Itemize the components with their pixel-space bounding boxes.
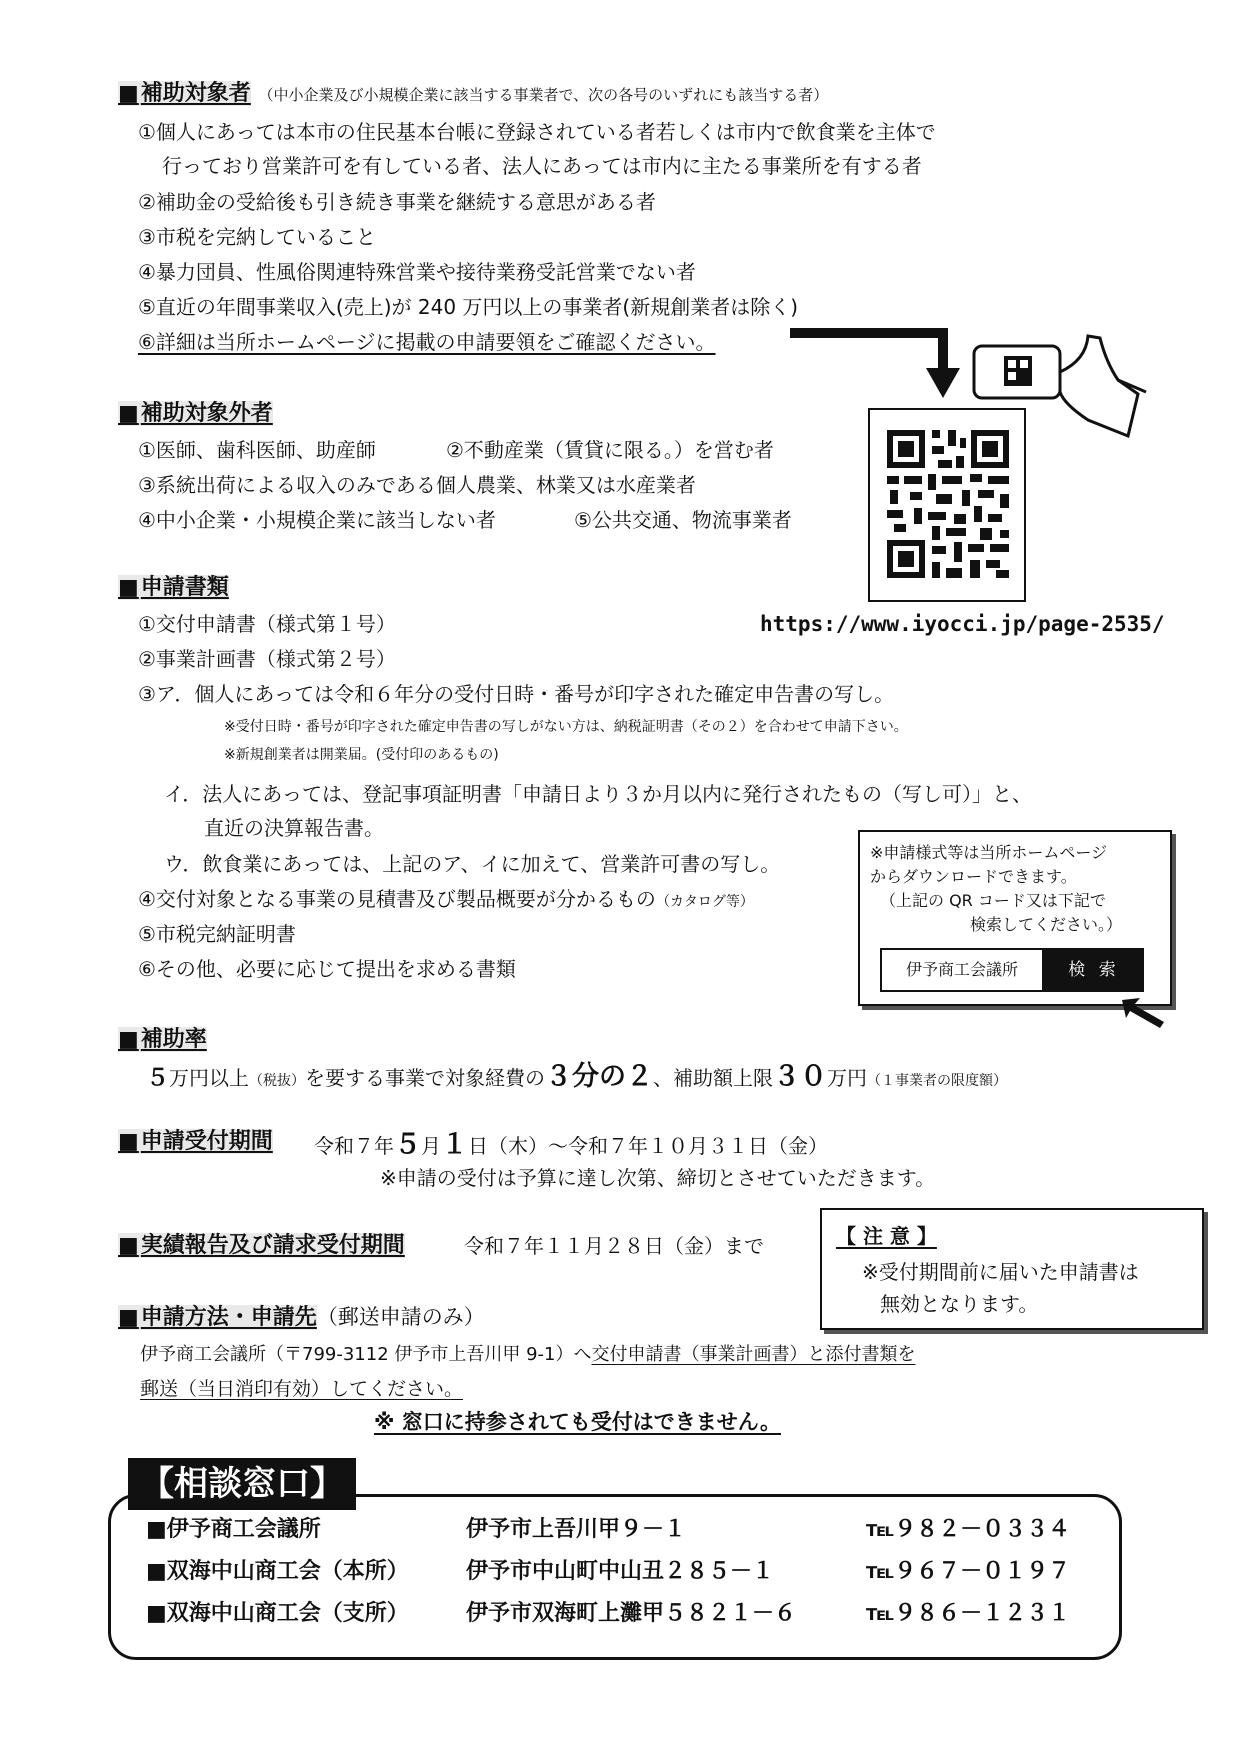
consult-row-address: 伊予市上吾川甲９－１ [466,1517,687,1542]
document-item-4-note: （カタログ等） [655,894,754,910]
document-item-2: ②事業計画書（様式第２号） [138,647,396,671]
heading-marker: ■ [118,1305,139,1330]
target-item-3: ③市税を完納していること [138,225,376,249]
section-heading-target [118,76,828,107]
heading-text: 申請受付期間 [140,1129,273,1154]
download-line-2: からダウンロードできます。 [870,867,1077,886]
heading-note: （中小企業及び小規模企業に該当する事業者で、次の各号のいずれにも該当する者） [258,86,829,104]
report-date: 令和７年１１月２８日（金）まで [464,1234,764,1258]
caution-title: 【 注 意 】 [836,1224,937,1248]
heading-text: 申請方法・申請先 [140,1305,317,1330]
search-button[interactable]: 検 索 [1044,948,1144,992]
target-item-2: ②補助金の受給後も引き続き事業を継続する意思がある者 [138,190,656,214]
heading-marker: ■ [118,1027,139,1052]
consult-row-address: 伊予市双海町上灘甲５８２１－６ [466,1601,797,1626]
caution-box [820,1208,1204,1330]
section-heading-method [118,1300,485,1331]
excluded-item-5: ⑤公共交通、物流事業者 [574,508,792,532]
consultation-heading: 【相談窓口】 [128,1458,356,1510]
caution-line-2: 無効となります。 [880,1292,1039,1316]
document-item-3c: ウ．飲食業にあっては、上記のア、イに加えて、営業許可書の写し。 [164,852,781,876]
method-line-3: ※ 窓口に持参されても受付はできません。 [374,1410,781,1434]
consult-row-tel[interactable]: ℡９８２－０３３４ [866,1517,1071,1542]
section-heading-excluded [118,396,273,427]
download-info-box [858,830,1172,1006]
excluded-item-1: ①医師、歯科医師、助産師 [138,438,376,462]
excluded-item-2: ②不動産業（賃貸に限る。）を営む者 [446,438,774,462]
section-heading-period [118,1124,273,1155]
consult-row-name: ■伊予商工会議所 [146,1517,321,1542]
consult-row-tel[interactable]: ℡９６７－０１９７ [866,1559,1071,1584]
qr-code-icon[interactable] [870,410,1024,600]
section-heading-report [118,1228,405,1259]
excluded-item-4: ④中小企業・小規模企業に該当しない者 [138,508,496,532]
period-dates: 令和７年５月１日（木）～令和７年１０月３１日（金） [314,1129,828,1160]
document-item-3b: イ．法人にあっては、登記事項証明書「申請日より３か月以内に発行されたもの（写し可）」と、 [164,782,1032,806]
document-note-2: ※新規創業者は開業届。(受付印のあるもの) [224,747,499,763]
document-item-6: ⑥その他、必要に応じて提出を求める書類 [138,957,516,981]
section-heading-documents [118,570,229,601]
consult-row-name: ■双海中山商工会（支所） [146,1601,409,1626]
document-item-3a: ③ア．個人にあっては令和６年分の受付日時・番号が印字された確定申告書の写し。 [138,682,895,706]
heading-note: （郵送申請のみ） [316,1305,485,1329]
heading-text: 補助率 [140,1027,207,1052]
period-note: ※申請の受付は予算に達し次第、締切とさせていただきます。 [380,1166,936,1190]
section-heading-rate [118,1022,207,1053]
caution-line-1: ※受付期間前に届いた申請書は [862,1260,1139,1284]
heading-marker: ■ [118,401,139,426]
document-item-1: ①交付申請書（様式第１号） [138,612,396,636]
method-line-2: 郵送（当日消印有効）してください。 [140,1378,464,1400]
document-item-5: ⑤市税完納証明書 [138,922,296,946]
search-input[interactable]: 伊予商工会議所 [880,948,1044,992]
heading-text: 申請書類 [140,575,229,600]
consult-row-name: ■双海中山商工会（本所） [146,1559,409,1584]
heading-marker: ■ [118,1233,139,1258]
download-line-4: 検索してください。） [970,915,1123,934]
heading-text: 補助対象者 [140,81,251,106]
heading-marker: ■ [118,81,139,106]
qr-code-frame [868,408,1026,602]
download-line-3: （上記の QR コード又は下記で [880,891,1106,910]
target-item-1-cont: 行っており営業許可を有している者、法人にあっては市内に主たる事業所を有する者 [162,154,922,178]
consult-row-address: 伊予市中山町中山丑２８５－１ [466,1559,775,1584]
excluded-item-3: ③系統出荷による収入のみである個人農業、林業又は水産業者 [138,473,696,497]
consult-row-tel[interactable]: ℡９８６－１２３１ [866,1601,1071,1626]
document-item-4: ④交付対象となる事業の見積書及び製品概要が分かるもの（カタログ等） [138,887,754,911]
heading-text: 実績報告及び請求受付期間 [140,1233,405,1258]
method-line-1: 伊予商工会議所（〒799-3112 伊予市上吾川甲 9-1）へ交付申請書（事業計画書）と添付書類を [140,1344,916,1365]
homepage-url[interactable]: https://www.iyocci.jp/page-2535/ [760,612,1165,636]
target-item-1: ①個人にあっては本市の住民基本台帳に登録されている者若しくは市内で飲食業を主体で [138,120,936,144]
arrow-to-qr-icon [790,328,970,400]
document-item-3b-cont: 直近の決算報告書。 [204,816,384,840]
rate-text: ５万円以上（税抜）を要する事業で対象経費の３分の２、補助額上限３０万円（１事業者の限度額） [146,1061,1007,1092]
heading-text: 補助対象外者 [140,401,273,426]
heading-marker: ■ [118,1129,139,1154]
arrow-to-search-icon [1120,996,1166,1030]
heading-marker: ■ [118,575,139,600]
target-item-4: ④暴力団員、性風俗関連特殊営業や接待業務受託営業でない者 [138,260,696,284]
document-note-1: ※受付日時・番号が印字された確定申告書の写しがない方は、納税証明書（その２）を合わせて申請下さい。 [224,719,908,735]
target-item-5: ⑤直近の年間事業収入(売上)が 240 万円以上の事業者(新規創業者は除く) [138,295,799,319]
target-item-6: ⑥詳細は当所ホームページに掲載の申請要領をご確認ください。 [138,330,716,354]
download-line-1: ※申請様式等は当所ホームページ [870,843,1108,862]
